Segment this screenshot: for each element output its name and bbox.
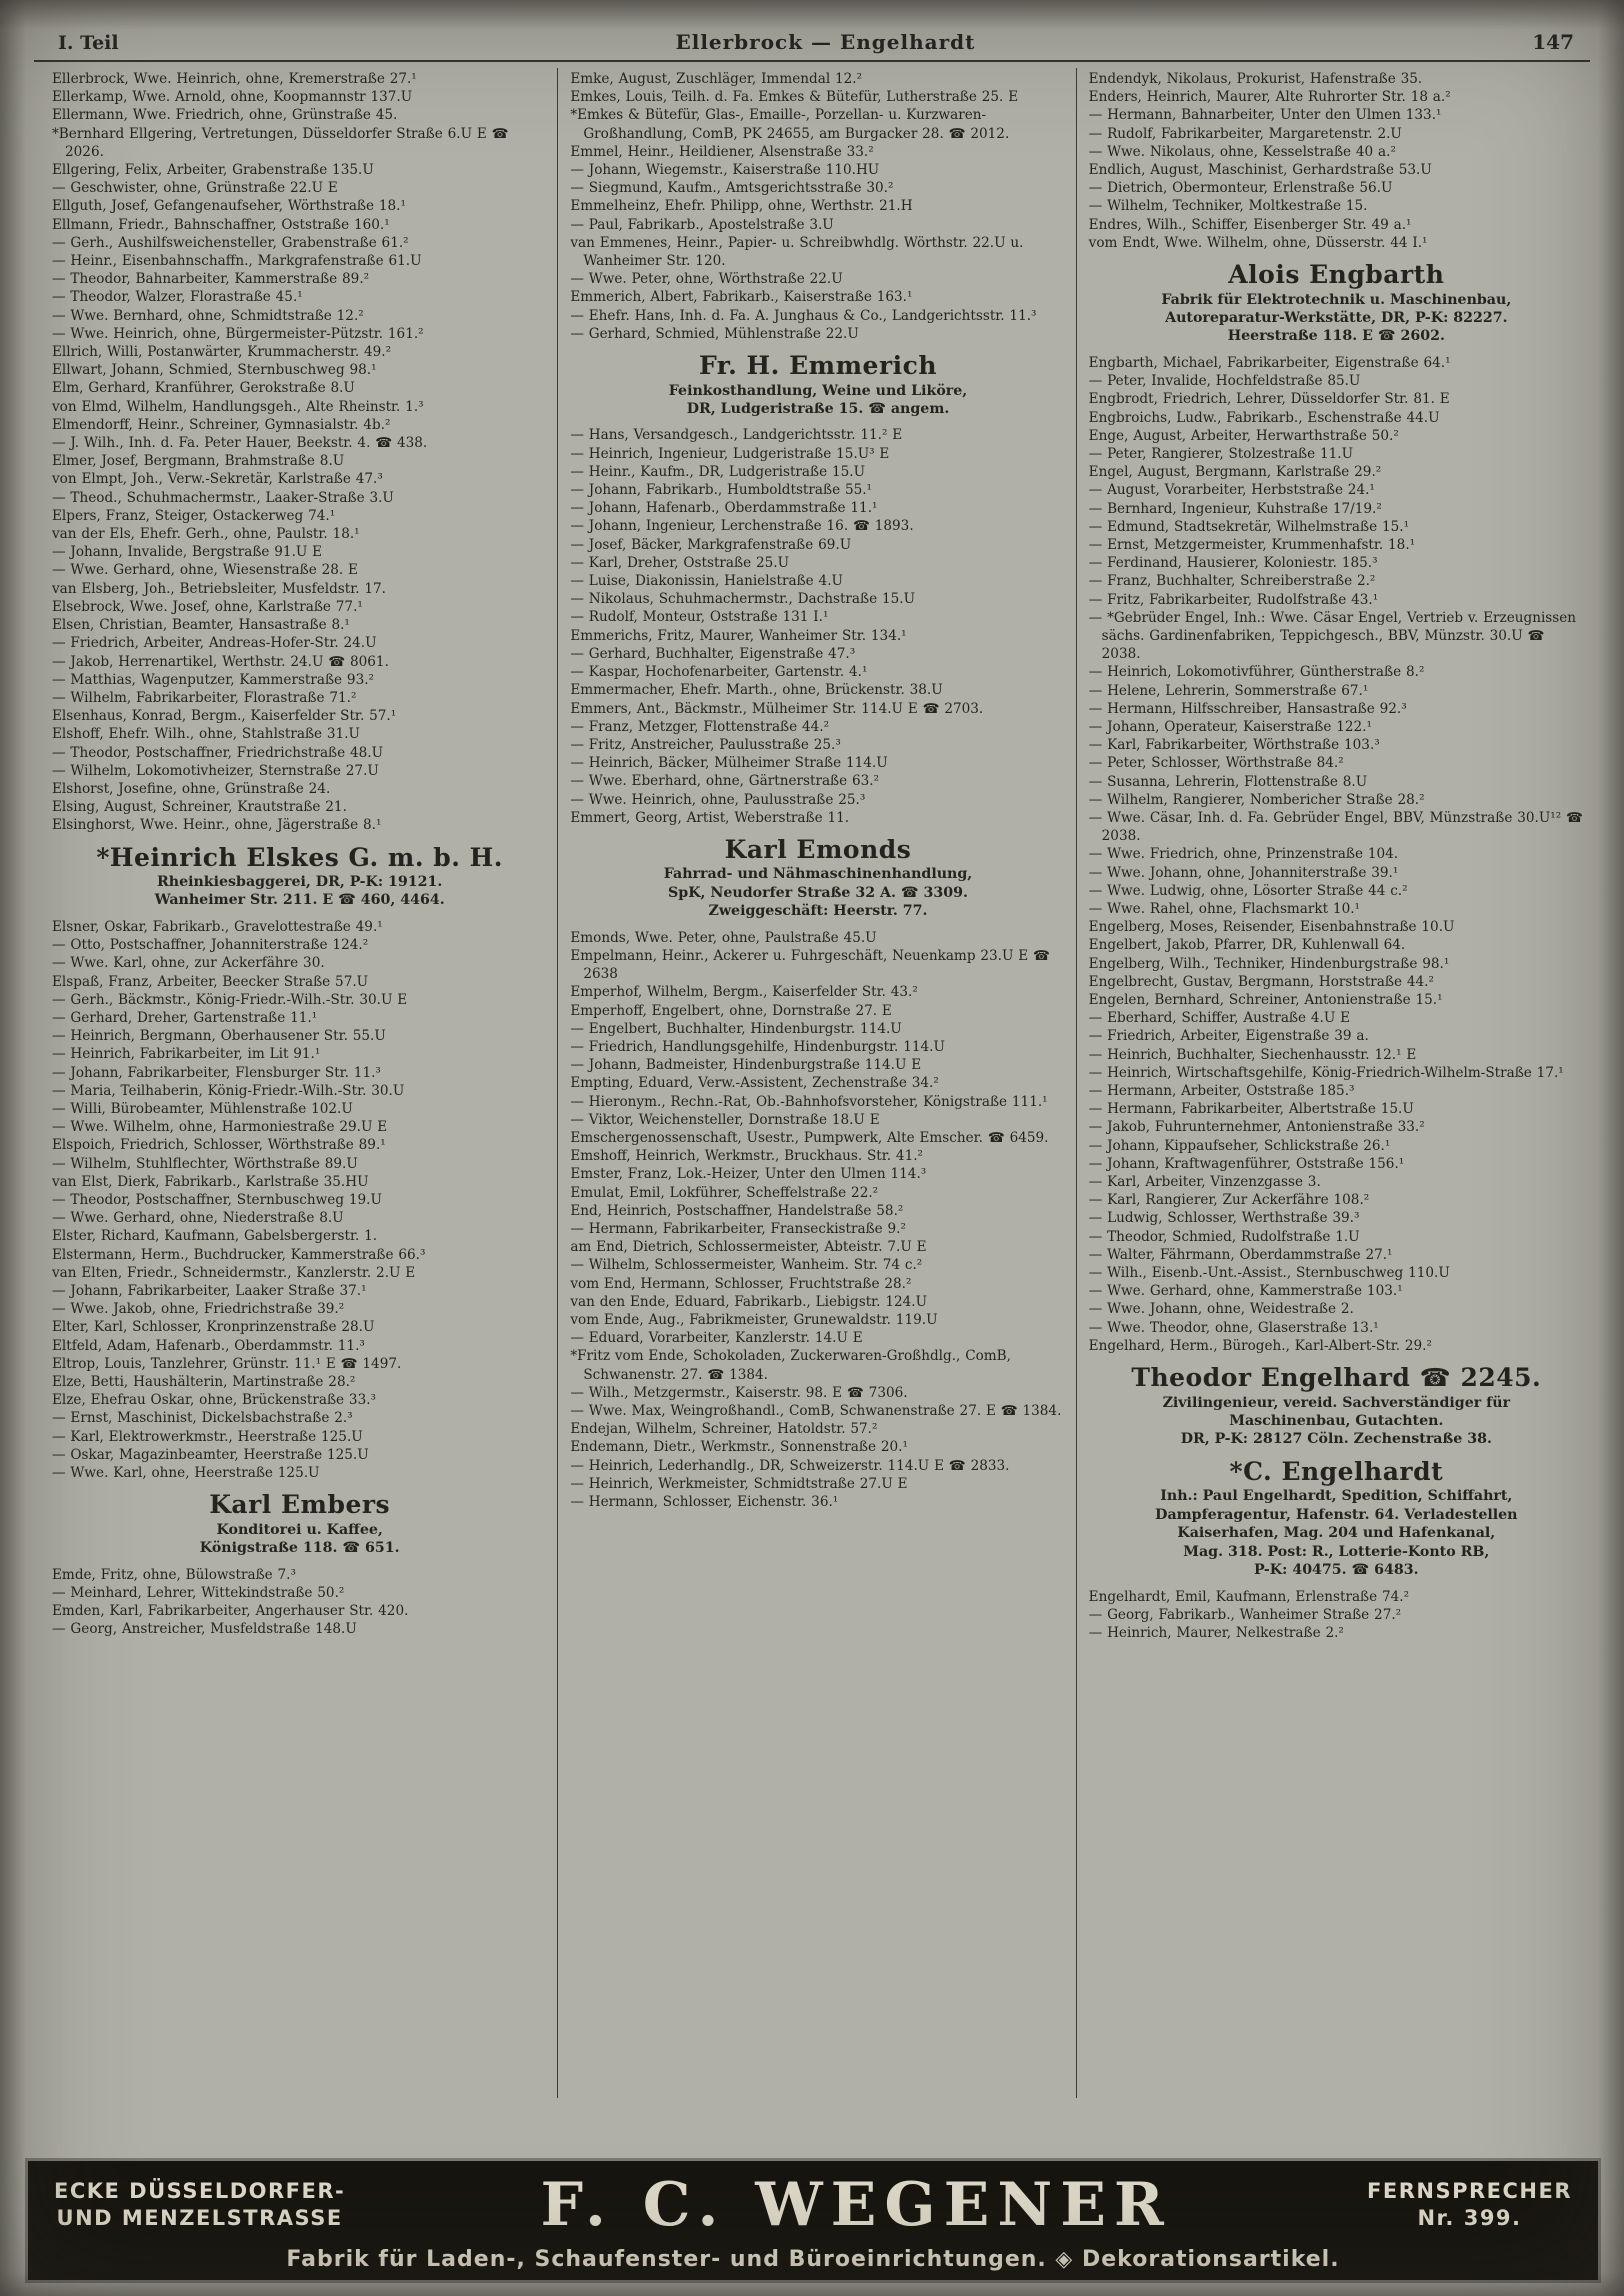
directory-entry: — Johann, Wiegemstr., Kaiserstraße 110.HU bbox=[570, 162, 880, 179]
banner-tagline: Fabrik für Laden-, Schaufenster- und Büroeinrichtungen. ◈ Dekorationsartikel. bbox=[286, 2247, 1340, 2272]
ad-heinrich-elskes bbox=[56, 844, 543, 910]
directory-entry: — Ferdinand, Hausierer, Koloniestr. 185.³ bbox=[1088, 555, 1378, 572]
directory-entry: — Karl, Fabrikarbeiter, Wörthstraße 103.³ bbox=[1088, 737, 1380, 754]
directory-entry: — *Gebrüder Engel, Inh.: Wwe. Cäsar Engel, Vertrieb v. Erzeugnissen sächs. Gardinenfabriken, Teppichgesch., BBV, Münzstr. 30.U ☎ 2038. bbox=[1088, 609, 1577, 663]
ad-title: *Heinrich Elskes G. m. b. H. bbox=[96, 842, 503, 872]
directory-entry: — Nikolaus, Schuhmachermstr., Dachstraße 15.U bbox=[570, 591, 916, 608]
directory-entry: von Elmd, Wilhelm, Handlungsgeh., Alte Rheinstr. 1.³ bbox=[52, 398, 424, 415]
directory-entry: Engelhard, Herm., Bürogeh., Karl-Albert-Str. 29.² bbox=[1088, 1337, 1432, 1354]
directory-entry: — Karl, Arbeiter, Vinzenzgasse 3. bbox=[1088, 1174, 1321, 1191]
directory-entry: vom End, Hermann, Schlosser, Fruchtstraße 28.² bbox=[570, 1275, 912, 1292]
section-label: I. Teil bbox=[58, 32, 119, 54]
directory-entry: — Friedrich, Arbeiter, Eigenstraße 39 a. bbox=[1088, 1028, 1369, 1045]
ad-line: Fahrrad- und Nähmaschinenhandlung, bbox=[663, 866, 973, 883]
directory-entry: Elstermann, Herm., Buchdrucker, Kammerstraße 66.³ bbox=[52, 1246, 426, 1263]
ad-line: Maschinenbau, Gutachten. bbox=[1229, 1413, 1444, 1430]
directory-entry: — Hermann, Hilfsschreiber, Hansastraße 92.³ bbox=[1088, 700, 1407, 717]
directory-entry: — Karl, Dreher, Oststraße 25.U bbox=[570, 554, 790, 571]
directory-entry: Engelbrecht, Gustav, Bergmann, Horststraße 44.² bbox=[1088, 973, 1434, 990]
directory-entry: — Heinr., Kaufm., DR, Ludgeristraße 15.U bbox=[570, 463, 866, 480]
directory-entry: Emster, Franz, Lok.-Heizer, Unter den Ulmen 114.³ bbox=[570, 1166, 927, 1183]
ad-line: Feinkosthandlung, Weine und Liköre, bbox=[668, 382, 968, 399]
directory-entry: Engelen, Bernhard, Schreiner, Antonienstraße 15.¹ bbox=[1088, 992, 1443, 1008]
directory-entry: — Friedrich, Arbeiter, Andreas-Hofer-Str. 24.U bbox=[52, 635, 377, 652]
directory-entry: Emmers, Ant., Bäckmstr., Mülheimer Str. 114.U E ☎ 2703. bbox=[570, 700, 984, 717]
directory-entry: — Ernst, Maschinist, Dickelsbachstraße 2.³ bbox=[52, 1410, 353, 1427]
column-1 bbox=[40, 68, 557, 2098]
ad-title: Theodor Engelhard ☎ 2245. bbox=[1131, 1363, 1542, 1393]
ad-line: DR, P-K: 28127 Cöln. Zechenstraße 38. bbox=[1180, 1431, 1492, 1448]
directory-entry: — Georg, Anstreicher, Musfeldstraße 148.U bbox=[52, 1621, 357, 1638]
directory-entry: — Wwe. Gerhard, ohne, Niederstraße 8.U bbox=[52, 1210, 344, 1227]
directory-entry: — Gerh., Aushilfsweichensteller, Grabenstraße 61.² bbox=[52, 234, 409, 251]
directory-entry: — Wwe. Wilhelm, ohne, Harmoniestraße 29.U E bbox=[52, 1119, 388, 1136]
directory-entry: — Johann, Hafenarb., Oberdammstraße 11.¹ bbox=[570, 500, 878, 517]
directory-entry: — Wwe. Heinrich, ohne, Paulusstraße 25.³ bbox=[570, 791, 866, 808]
directory-entry: — Wwe. Theodor, ohne, Glaserstraße 13.¹ bbox=[1088, 1319, 1379, 1336]
directory-entry: von Elmpt, Joh., Verw.-Sekretär, Karlstraße 47.³ bbox=[52, 471, 383, 488]
directory-entry: Endendyk, Nikolaus, Prokurist, Hafenstraße 35. bbox=[1088, 71, 1423, 87]
directory-entry: — Fritz, Anstreicher, Paulusstraße 25.³ bbox=[570, 736, 841, 753]
directory-entry: — Johann, Fabrikarb., Humboldtstraße 55.¹ bbox=[570, 482, 873, 499]
banner-company-name: F. C. WEGENER bbox=[540, 2170, 1172, 2240]
directory-entry: — Paul, Fabrikarb., Apostelstraße 3.U bbox=[570, 216, 834, 233]
directory-entry: Emschergenossenschaft, Usestr., Pumpwerk, Alte Emscher. ☎ 6459. bbox=[570, 1130, 1049, 1147]
directory-entry: Elze, Ehefrau Oskar, ohne, Brückenstraße 33.³ bbox=[52, 1392, 376, 1409]
directory-entry: — Heinrich, Maurer, Nelkestraße 2.² bbox=[1088, 1625, 1344, 1642]
directory-entry: Engbarth, Michael, Fabrikarbeiter, Eigenstraße 64.¹ bbox=[1088, 354, 1451, 371]
directory-entry: — J. Wilh., Inh. d. Fa. Peter Hauer, Beekstr. 4. ☎ 438. bbox=[52, 435, 428, 452]
directory-entry: Elmer, Josef, Bergmann, Brahmstraße 8.U bbox=[52, 453, 345, 470]
directory-entry: Engelbert, Jakob, Pfarrer, DR, Kuhlenwall 64. bbox=[1088, 937, 1406, 954]
directory-entry: Emke, August, Zuschläger, Immendal 12.² bbox=[570, 71, 863, 87]
directory-entry: Eltfeld, Adam, Hafenarb., Oberdammstr. 11.³ bbox=[52, 1337, 365, 1354]
directory-entry: van Elst, Dierk, Fabrikarb., Karlstraße 35.HU bbox=[52, 1173, 369, 1190]
ad-alois-engbarth bbox=[1093, 261, 1580, 346]
directory-entry: — Helene, Lehrerin, Sommerstraße 67.¹ bbox=[1088, 682, 1369, 699]
directory-entry: vom Ende, Aug., Fabrikmeister, Grunewaldstr. 119.U bbox=[570, 1312, 938, 1329]
directory-entry: Emmerichs, Fritz, Maurer, Wanheimer Str. 134.¹ bbox=[570, 627, 907, 644]
directory-entry: — Wilhelm, Fabrikarbeiter, Florastraße 71.² bbox=[52, 689, 357, 706]
directory-entry: — Wwe. Johann, ohne, Weidestraße 2. bbox=[1088, 1301, 1354, 1318]
directory-entry: — Hermann, Fabrikarbeiter, Albertstraße 15.U bbox=[1088, 1101, 1414, 1118]
ad-c-engelhardt bbox=[1093, 1458, 1580, 1580]
ad-line: Autoreparatur-Werkstätte, DR, P-K: 82227. bbox=[1165, 309, 1508, 326]
directory-entry: Ellguth, Josef, Gefangenaufseher, Wörthstraße 18.¹ bbox=[52, 198, 406, 215]
ad-line: P-K: 40475. ☎ 6483. bbox=[1254, 1562, 1419, 1579]
ad-title: Karl Embers bbox=[209, 1490, 391, 1520]
directory-entry: — Dietrich, Obermonteur, Erlenstraße 56.U bbox=[1088, 180, 1393, 197]
directory-entry: Enge, August, Arbeiter, Herwarthstraße 50.² bbox=[1088, 427, 1399, 444]
directory-entry: — Wwe. Nikolaus, ohne, Kesselstraße 40 a.² bbox=[1088, 143, 1396, 160]
directory-entry: — Gerh., Bäckmstr., König-Friedr.-Wilh.-Str. 30.U E bbox=[52, 991, 408, 1008]
directory-entry: — Gerhard, Schmied, Mühlenstraße 22.U bbox=[570, 325, 859, 342]
directory-entry: van Emmenes, Heinr., Papier- u. Schreibwhdlg. Wörthstr. 22.U u. Wanheimer Str. 120. bbox=[570, 234, 1024, 270]
ad-line: Königstraße 118. ☎ 651. bbox=[199, 1540, 400, 1557]
directory-entry: — Wwe. Heinrich, ohne, Bürgermeister-Pützstr. 161.² bbox=[52, 325, 424, 342]
directory-entry: — Heinrich, Bäcker, Mülheimer Straße 114.U bbox=[570, 755, 888, 772]
column-2 bbox=[557, 68, 1075, 2098]
directory-entry: — Maria, Teilhaberin, König-Friedr.-Wilh.-Str. 30.U bbox=[52, 1082, 405, 1099]
directory-entry: am End, Dietrich, Schlossermeister, Abteistr. 7.U E bbox=[570, 1239, 927, 1256]
directory-entry: — Wwe. Cäsar, Inh. d. Fa. Gebrüder Engel, BBV, Münzstraße 30.U¹² ☎ 2038. bbox=[1088, 809, 1583, 845]
directory-entry: — Hermann, Bahnarbeiter, Unter den Ulmen 133.¹ bbox=[1088, 107, 1442, 124]
directory-entry: — Heinrich, Wirtschaftsgehilfe, König-Friedrich-Wilhelm-Straße 17.¹ bbox=[1088, 1064, 1564, 1081]
directory-entry: — Hermann, Schlosser, Eichenstr. 36.¹ bbox=[570, 1494, 839, 1511]
directory-entry: — Heinrich, Lokomotivführer, Güntherstraße 8.² bbox=[1088, 664, 1425, 681]
directory-entry: Engbrodt, Friedrich, Lehrer, Düsseldorfer Str. 81. E bbox=[1088, 391, 1450, 408]
ad-title: Fr. H. Emmerich bbox=[698, 351, 938, 381]
ad-karl-emonds bbox=[574, 836, 1061, 921]
directory-entry: — Otto, Postschaffner, Johanniterstraße 124.² bbox=[52, 937, 369, 954]
ad-line: Rheinkiesbaggerei, DR, P-K: 19121. bbox=[156, 874, 443, 891]
directory-entry: Emmermacher, Ehefr. Marth., ohne, Brückenstr. 38.U bbox=[570, 682, 943, 699]
directory-entry: Emmerich, Albert, Fabrikarb., Kaiserstraße 163.¹ bbox=[570, 289, 913, 306]
directory-entry: — Heinrich, Buchhalter, Siechenhausstr. 12.¹ E bbox=[1088, 1046, 1417, 1063]
directory-entry: Engelhardt, Emil, Kaufmann, Erlenstraße 74.² bbox=[1088, 1588, 1410, 1605]
directory-entry: — Wwe. Karl, ohne, Heerstraße 125.U bbox=[52, 1465, 320, 1482]
wegener-ad-banner bbox=[28, 2161, 1598, 2280]
directory-entry: — Peter, Rangierer, Stolzestraße 11.U bbox=[1088, 445, 1354, 462]
directory-entry: — Karl, Rangierer, Zur Ackerfähre 108.² bbox=[1088, 1192, 1370, 1209]
ad-line: Dampferagentur, Hafenstr. 64. Verladestellen bbox=[1155, 1506, 1518, 1523]
directory-entry: — Gerhard, Dreher, Gartenstraße 11.¹ bbox=[52, 1009, 318, 1026]
directory-entry: Elpers, Franz, Steiger, Ostackerweg 74.¹ bbox=[52, 507, 336, 524]
page-title: Ellerbrock — Engelhardt bbox=[675, 30, 976, 54]
ad-line: Wanheimer Str. 211. E ☎ 460, 4464. bbox=[154, 892, 445, 909]
directory-entry: Ellerbrock, Wwe. Heinrich, ohne, Kremerstraße 27.¹ bbox=[52, 71, 417, 87]
directory-entry: Emde, Fritz, ohne, Bülowstraße 7.³ bbox=[52, 1566, 296, 1583]
directory-entry: — Hieronym., Rechn.-Rat, Ob.-Bahnhofsvorsteher, Königstraße 111.¹ bbox=[570, 1093, 1048, 1110]
directory-entry: — Wilhelm, Rangierer, Nombericher Straße 28.² bbox=[1088, 791, 1425, 808]
directory-entry: — Georg, Fabrikarb., Wanheimer Straße 27.² bbox=[1088, 1606, 1402, 1623]
directory-entry: — Edmund, Stadtsekretär, Wilhelmstraße 15.¹ bbox=[1088, 518, 1410, 535]
directory-entry: — Heinrich, Bergmann, Oberhausener Str. 55.U bbox=[52, 1028, 386, 1045]
directory-entry: — Matthias, Wagenputzer, Kammerstraße 93.² bbox=[52, 671, 374, 688]
directory-entry: — Rudolf, Monteur, Oststraße 131 I.¹ bbox=[570, 609, 829, 626]
directory-entry: Elze, Betti, Haushälterin, Martinstraße 28.² bbox=[52, 1374, 356, 1391]
directory-entry: — Ludwig, Schlosser, Werthstraße 39.³ bbox=[1088, 1210, 1360, 1227]
directory-entry: — Johann, Badmeister, Hindenburgstraße 114.U E bbox=[570, 1057, 922, 1074]
directory-entry: — Siegmund, Kaufm., Amtsgerichtsstraße 30.² bbox=[570, 180, 894, 197]
ad-line: Kaiserhafen, Mag. 204 und Hafenkanal, bbox=[1177, 1525, 1496, 1542]
directory-entry: — Theodor, Walzer, Florastraße 45.¹ bbox=[52, 289, 303, 306]
directory-entry: — Eduard, Vorarbeiter, Kanzlerstr. 14.U E bbox=[570, 1330, 863, 1347]
directory-entry: — Wilhelm, Techniker, Moltkestraße 15. bbox=[1088, 198, 1368, 215]
ad-title: Alois Engbarth bbox=[1228, 260, 1445, 290]
directory-entry: — Engelbert, Buchhalter, Hindenburgstr. 114.U bbox=[570, 1020, 902, 1037]
ad-line: Zivilingenieur, vereid. Sachverständiger für bbox=[1162, 1394, 1511, 1411]
directory-entry: — Heinr., Eisenbahnschaffn., Markgrafenstraße 61.U bbox=[52, 253, 422, 270]
directory-entry: Engel, August, Bergmann, Karlstraße 29.² bbox=[1088, 464, 1382, 481]
ad-line: Mag. 318. Post: R., Lotterie-Konto RB, bbox=[1183, 1543, 1490, 1560]
directory-entry: — Peter, Schlosser, Wörthstraße 84.² bbox=[1088, 755, 1344, 772]
directory-entry: — Jakob, Fuhrunternehmer, Antonienstraße 33.² bbox=[1088, 1119, 1425, 1136]
directory-entry: — Wilhelm, Schlossermeister, Wanheim. Str. 74 c.² bbox=[570, 1257, 923, 1274]
directory-entry: Endlich, August, Maschinist, Gerhardstraße 53.U bbox=[1088, 162, 1432, 179]
directory-entry: Elmendorff, Heinr., Schreiner, Gymnasialstr. 4b.² bbox=[52, 416, 391, 433]
directory-entry: — Wwe. Gerhard, ohne, Kammerstraße 103.¹ bbox=[1088, 1283, 1403, 1300]
directory-entry: Empting, Eduard, Verw.-Assistent, Zechenstraße 34.² bbox=[570, 1075, 939, 1092]
ad-line: Inh.: Paul Engelhardt, Spedition, Schiffahrt, bbox=[1160, 1488, 1513, 1505]
directory-entry: — Viktor, Weichensteller, Dornstraße 18.U E bbox=[570, 1111, 880, 1128]
directory-entry: Ellermann, Wwe. Friedrich, ohne, Grünstraße 45. bbox=[52, 107, 398, 124]
directory-entry: — Hermann, Fabrikarbeiter, Franseckistraße 9.² bbox=[570, 1221, 906, 1238]
directory-columns bbox=[0, 62, 1624, 2098]
directory-entry: Elspaß, Franz, Arbeiter, Beecker Straße 57.U bbox=[52, 973, 369, 990]
directory-entry: Elsing, August, Schreiner, Krautstraße 21. bbox=[52, 799, 347, 816]
directory-entry: — Friedrich, Handlungsgehilfe, Hindenburgstr. 114.U bbox=[570, 1039, 945, 1055]
directory-entry: *Fritz vom Ende, Schokoladen, Zuckerwaren-Großhdlg., ComB, Schwanenstr. 27. ☎ 1384. bbox=[570, 1348, 1011, 1383]
ad-fr-h-emmerich bbox=[574, 352, 1061, 418]
ad-line: SpK, Neudorfer Straße 32 A. ☎ 3309. bbox=[668, 884, 968, 901]
directory-entry: — Wilh., Eisenb.-Unt.-Assist., Sternbuschweg 110.U bbox=[1088, 1265, 1450, 1282]
directory-entry: Ellgering, Felix, Arbeiter, Grabenstraße 135.U bbox=[52, 162, 374, 179]
ad-title: *C. Engelhardt bbox=[1229, 1456, 1444, 1486]
directory-entry: Ellwart, Johann, Schmied, Sternbuschweg 98.¹ bbox=[52, 362, 377, 379]
directory-entry: Emmel, Heinr., Heildiener, Alsenstraße 33.² bbox=[570, 143, 874, 160]
ad-title: Karl Emonds bbox=[724, 834, 912, 864]
directory-entry: Emmelheinz, Ehefr. Philipp, ohne, Werthstr. 21.H bbox=[570, 198, 913, 215]
directory-entry: — Theodor, Schmied, Rudolfstraße 1.U bbox=[1088, 1228, 1360, 1245]
directory-entry: Ellerkamp, Wwe. Arnold, ohne, Koopmannstr 137.U bbox=[52, 89, 413, 106]
ad-karl-embers bbox=[56, 1491, 543, 1557]
directory-entry: Emkes, Louis, Teilh. d. Fa. Emkes & Bütefür, Lutherstraße 25. E bbox=[570, 89, 1019, 106]
directory-entry: Emulat, Emil, Lokführer, Scheffelstraße 22.² bbox=[570, 1184, 879, 1201]
directory-entry: — Wwe. Johann, ohne, Johanniterstraße 39.¹ bbox=[1088, 864, 1399, 881]
ad-line: Konditorei u. Kaffee, bbox=[216, 1521, 383, 1538]
directory-entry: Elm, Gerhard, Kranführer, Gerokstraße 8.U bbox=[52, 380, 355, 397]
directory-entry: van der Els, Ehefr. Gerh., ohne, Paulstr. 18.¹ bbox=[52, 526, 360, 543]
directory-entry: Engelberg, Moses, Reisender, Eisenbahnstraße 10.U bbox=[1088, 919, 1455, 936]
directory-entry: — Peter, Invalide, Hochfeldstraße 85.U bbox=[1088, 373, 1361, 390]
directory-entry: — Johann, Invalide, Bergstraße 91.U E bbox=[52, 544, 323, 561]
ad-theodor-engelhard bbox=[1093, 1364, 1580, 1449]
directory-entry: — Johann, Fabrikarbeiter, Flensburger Str. 11.³ bbox=[52, 1064, 381, 1081]
directory-entry: Enders, Heinrich, Maurer, Alte Ruhrorter Str. 18 a.² bbox=[1088, 89, 1451, 106]
page-number: 147 bbox=[1532, 30, 1574, 54]
banner-address-line2: UND MENZELSTRASSE bbox=[56, 2206, 343, 2230]
directory-entry: — Karl, Elektrowerkmstr., Heerstraße 125.U bbox=[52, 1428, 363, 1445]
directory-entry: Emshoff, Heinrich, Werkmstr., Bruckhaus. Str. 41.² bbox=[570, 1148, 923, 1165]
directory-entry: Elshoff, Ehefr. Wilh., ohne, Stahlstraße 31.U bbox=[52, 726, 360, 743]
directory-entry: Elspoich, Friedrich, Schlosser, Wörthstraße 89.¹ bbox=[52, 1137, 386, 1154]
directory-entry: — Eberhard, Schiffer, Austraße 4.U E bbox=[1088, 1010, 1351, 1027]
directory-entry: *Emkes & Bütefür, Glas-, Emaille-, Porzellan- u. Kurzwaren-Großhandlung, ComB, PK 24655, am Burgacker 28. ☎ 2012. bbox=[570, 107, 1010, 142]
directory-entry: — Theodor, Bahnarbeiter, Kammerstraße 89.² bbox=[52, 271, 370, 288]
directory-entry: — Johann, Kippaufseher, Schlickstraße 26.¹ bbox=[1088, 1137, 1391, 1154]
directory-entry: Eltrop, Louis, Tanzlehrer, Grünstr. 11.¹ E ☎ 1497. bbox=[52, 1355, 402, 1372]
directory-entry: Elster, Richard, Kaufmann, Gabelsbergerstr. 1. bbox=[52, 1228, 378, 1245]
page-header bbox=[0, 0, 1624, 58]
directory-entry: — Johann, Operateur, Kaiserstraße 122.¹ bbox=[1088, 718, 1372, 735]
directory-entry: — Bernhard, Ingenieur, Kuhstraße 17/19.² bbox=[1088, 500, 1382, 517]
banner-address-line1: ECKE DÜSSELDORFER- bbox=[54, 2178, 346, 2203]
directory-entry: — Wwe. Ludwig, ohne, Lösorter Straße 44 c.² bbox=[1088, 882, 1408, 899]
directory-entry: — Theodor, Postschaffner, Friedrichstraße 48.U bbox=[52, 744, 384, 761]
directory-entry: — Geschwister, ohne, Grünstraße 22.U E bbox=[52, 180, 338, 197]
directory-entry: — Ernst, Metzgermeister, Krummenhafstr. 18.¹ bbox=[1088, 536, 1416, 553]
directory-entry: — Johann, Ingenieur, Lerchenstraße 16. ☎ 1893. bbox=[570, 518, 914, 535]
directory-entry: Elshorst, Josefine, ohne, Grünstraße 24. bbox=[52, 780, 331, 797]
directory-entry: — Wwe. Gerhard, ohne, Wiesenstraße 28. E bbox=[52, 562, 358, 579]
column-3 bbox=[1076, 68, 1594, 2098]
directory-entry: Elter, Karl, Schlosser, Kronprinzenstraße 28.U bbox=[52, 1319, 375, 1336]
banner-phone bbox=[1367, 2178, 1572, 2233]
directory-entry: — Wwe. Rahel, ohne, Flachsmarkt 10.¹ bbox=[1088, 900, 1360, 917]
directory-entry: — Wilhelm, Stuhlflechter, Wörthstraße 89.U bbox=[52, 1155, 358, 1172]
ad-line: Heerstraße 118. E ☎ 2602. bbox=[1227, 328, 1445, 345]
banner-phone-number: Nr. 399. bbox=[1417, 2206, 1522, 2230]
directory-entry: *Bernhard Ellgering, Vertretungen, Düsseldorfer Straße 6.U E ☎ 2026. bbox=[52, 125, 509, 160]
directory-entry: Ellmann, Friedr., Bahnschaffner, Oststraße 160.¹ bbox=[52, 216, 390, 233]
directory-entry: — Rudolf, Fabrikarbeiter, Margaretenstr. 2.U bbox=[1088, 125, 1402, 142]
directory-entry: — Heinrich, Lederhandlg., DR, Schweizerstr. 114.U E ☎ 2833. bbox=[570, 1457, 1010, 1474]
directory-entry: Endemann, Dietr., Werkmstr., Sonnenstraße 20.¹ bbox=[570, 1439, 908, 1456]
directory-entry: — Theod., Schuhmachermstr., Laaker-Straße 3.U bbox=[52, 489, 394, 506]
directory-entry: — Wwe. Jakob, ohne, Friedrichstraße 39.² bbox=[52, 1301, 345, 1318]
directory-entry: — Wwe. Bernhard, ohne, Schmidtstraße 12.² bbox=[52, 307, 364, 324]
directory-entry: vom Endt, Wwe. Wilhelm, ohne, Düsserstr. 44 I.¹ bbox=[1088, 234, 1428, 251]
directory-entry: — Wilh., Metzgermstr., Kaiserstr. 98. E ☎ 7306. bbox=[570, 1384, 908, 1401]
directory-entry: Emmert, Georg, Artist, Weberstraße 11. bbox=[570, 809, 850, 826]
directory-entry: — Oskar, Magazinbeamter, Heerstraße 125.U bbox=[52, 1446, 369, 1463]
directory-entry: — Willi, Bürobeamter, Mühlenstraße 102.U bbox=[52, 1100, 353, 1117]
directory-entry: Endejan, Wilhelm, Schreiner, Hatoldstr. 57.² bbox=[570, 1421, 878, 1438]
banner-phone-label: FERNSPRECHER bbox=[1367, 2178, 1572, 2203]
directory-entry: — Franz, Metzger, Flottenstraße 44.² bbox=[570, 718, 830, 735]
directory-entry: van den Ende, Eduard, Fabrikarb., Liebigstr. 124.U bbox=[570, 1293, 928, 1310]
directory-entry: Empelmann, Heinr., Ackerer u. Fuhrgeschäft, Neuenkamp 23.U E ☎ 2638 bbox=[570, 947, 1050, 983]
directory-entry: Elsen, Christian, Beamter, Hansastraße 8.¹ bbox=[52, 617, 350, 634]
directory-entry: Elsenhaus, Konrad, Bergm., Kaiserfelder Str. 57.¹ bbox=[52, 708, 397, 725]
directory-entry: — Johann, Kraftwagenführer, Oststraße 156.¹ bbox=[1088, 1155, 1405, 1172]
directory-entry: Engbroichs, Ludw., Fabrikarb., Eschenstraße 44.U bbox=[1088, 409, 1440, 426]
ad-line: Zweiggeschäft: Heerstr. 77. bbox=[708, 903, 928, 920]
directory-entry: — Johann, Fabrikarbeiter, Laaker Straße 37.¹ bbox=[52, 1283, 367, 1299]
directory-entry: Emperhof, Wilhelm, Bergm., Kaiserfelder Str. 43.² bbox=[570, 984, 918, 1001]
directory-entry: — Hans, Versandgesch., Landgerichtsstr. 11.² E bbox=[570, 427, 903, 444]
directory-entry: — Theodor, Postschaffner, Sternbuschweg 19.U bbox=[52, 1191, 382, 1208]
banner-top-row bbox=[54, 2171, 1572, 2239]
directory-entry: — Heinrich, Fabrikarbeiter, im Lit 91.¹ bbox=[52, 1046, 321, 1063]
directory-entry: — Fritz, Fabrikarbeiter, Rudolfstraße 43.¹ bbox=[1088, 591, 1379, 608]
directory-entry: — Hermann, Arbeiter, Oststraße 185.³ bbox=[1088, 1083, 1355, 1100]
directory-entry: Elsebrock, Wwe. Josef, ohne, Karlstraße 77.¹ bbox=[52, 598, 363, 615]
directory-entry: — Gerhard, Buchhalter, Eigenstraße 47.³ bbox=[570, 645, 856, 662]
directory-entry: van Elsberg, Joh., Betriebsleiter, Musfeldstr. 17. bbox=[52, 580, 386, 597]
directory-entry: — Heinrich, Ingenieur, Ludgeristraße 15.U³ E bbox=[570, 445, 890, 462]
directory-entry: van Elten, Friedr., Schneidermstr., Kanzlerstr. 2.U E bbox=[52, 1264, 416, 1281]
directory-entry: — Susanna, Lehrerin, Flottenstraße 8.U bbox=[1088, 773, 1368, 790]
ad-line: DR, Ludgeristraße 15. ☎ angem. bbox=[686, 401, 950, 417]
directory-entry: Endres, Wilh., Schiffer, Eisenberger Str. 49 a.¹ bbox=[1088, 216, 1412, 233]
directory-entry: — Wilhelm, Lokomotivheizer, Sternstraße 27.U bbox=[52, 762, 379, 779]
directory-entry: — Wwe. Max, Weingroßhandl., ComB, Schwanenstraße 27. E ☎ 1384. bbox=[570, 1403, 1062, 1420]
directory-entry: Engelberg, Wilh., Techniker, Hindenburgstraße 98.¹ bbox=[1088, 955, 1450, 972]
directory-entry: Elsner, Oskar, Fabrikarb., Gravelottestraße 49.¹ bbox=[52, 918, 383, 935]
directory-entry: — Josef, Bäcker, Markgrafenstraße 69.U bbox=[570, 536, 852, 553]
directory-entry: End, Heinrich, Postschaffner, Handelstraße 58.² bbox=[570, 1202, 904, 1219]
directory-entry: Ellrich, Willi, Postanwärter, Krummacherstr. 49.² bbox=[52, 344, 392, 361]
directory-entry: — Meinhard, Lehrer, Wittekindstraße 50.² bbox=[52, 1584, 345, 1601]
directory-entry: — Wwe. Peter, ohne, Wörthstraße 22.U bbox=[570, 271, 843, 288]
ad-line: Fabrik für Elektrotechnik u. Maschinenbau, bbox=[1161, 291, 1512, 308]
directory-entry: — Heinrich, Werkmeister, Schmidtstraße 27.U E bbox=[570, 1475, 908, 1492]
directory-entry: — Franz, Buchhalter, Schreiberstraße 2.² bbox=[1088, 573, 1376, 590]
directory-entry: Emonds, Wwe. Peter, ohne, Paulstraße 45.U bbox=[570, 929, 877, 946]
directory-entry: — Kaspar, Hochofenarbeiter, Gartenstr. 4.¹ bbox=[570, 664, 868, 681]
directory-entry: — Wwe. Karl, ohne, zur Ackerfähre 30. bbox=[52, 955, 325, 972]
directory-entry: — Wwe. Eberhard, ohne, Gärtnerstraße 63.² bbox=[570, 773, 880, 790]
directory-entry: — Walter, Fährmann, Oberdammstraße 27.¹ bbox=[1088, 1246, 1393, 1263]
directory-entry: Emperhoff, Engelbert, ohne, Dornstraße 27. E bbox=[570, 1002, 892, 1019]
banner-address bbox=[54, 2178, 345, 2233]
directory-entry: — Luise, Diakonissin, Hanielstraße 4.U bbox=[570, 573, 843, 590]
directory-entry: — Wwe. Friedrich, ohne, Prinzenstraße 104. bbox=[1088, 846, 1399, 863]
directory-entry: Emden, Karl, Fabrikarbeiter, Angerhauser Str. 420. bbox=[52, 1603, 409, 1620]
directory-entry: — Jakob, Herrenartikel, Werthstr. 24.U ☎ 8061. bbox=[52, 653, 389, 670]
directory-entry: — August, Vorarbeiter, Herbststraße 24.¹ bbox=[1088, 482, 1375, 499]
directory-entry: — Ehefr. Hans, Inh. d. Fa. A. Junghaus & Co., Landgerichtsstr. 11.³ bbox=[570, 307, 1037, 324]
directory-entry: Elsinghorst, Wwe. Heinr., ohne, Jägerstraße 8.¹ bbox=[52, 817, 382, 834]
